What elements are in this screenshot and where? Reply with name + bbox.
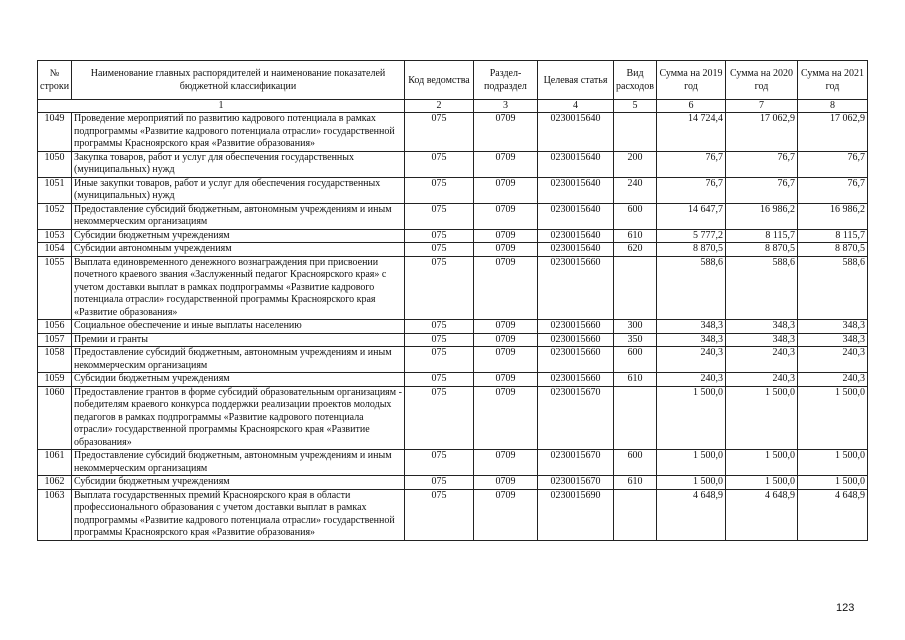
row-name: Предоставление грантов в форме субсидий образовательным организациям - победителям краевого конкурса поддержки реализации проектов молодых педагогов в рамках подпрограммы «Развитие кадрового потенциала отрасли» государственной программы Красноярского края «Развитие образования»: [72, 386, 405, 450]
row-sum-2020: 8 115,7: [726, 229, 798, 243]
header-sum-2021: Сумма на 2021 год: [798, 61, 868, 100]
row-sum-2020: 8 870,5: [726, 243, 798, 257]
row-kind: [614, 113, 657, 152]
header-row: [38, 61, 868, 100]
row-section: 0709: [474, 373, 538, 387]
row-number: 1049: [38, 113, 72, 152]
header-target: Целевая статья: [538, 61, 614, 100]
header-section: Раздел-подраздел: [474, 61, 538, 100]
table-body: [38, 113, 868, 541]
row-sum-2020: 348,3: [726, 320, 798, 334]
row-number: 1056: [38, 320, 72, 334]
row-kind: 200: [614, 151, 657, 177]
row-sum-2019: 8 870,5: [657, 243, 726, 257]
table-row: [38, 256, 868, 320]
row-section: 0709: [474, 347, 538, 373]
row-target: 0230015660: [538, 373, 614, 387]
table-row: [38, 489, 868, 540]
row-sum-2019: 76,7: [657, 177, 726, 203]
row-target: 0230015640: [538, 203, 614, 229]
row-sum-2019: 1 500,0: [657, 386, 726, 450]
row-sum-2019: 14 647,7: [657, 203, 726, 229]
row-sum-2019: 1 500,0: [657, 450, 726, 476]
row-code: 075: [405, 476, 474, 490]
row-sum-2020: 4 648,9: [726, 489, 798, 540]
row-section: 0709: [474, 256, 538, 320]
row-sum-2020: 348,3: [726, 333, 798, 347]
row-code: 075: [405, 229, 474, 243]
row-sum-2021: 76,7: [798, 177, 868, 203]
row-sum-2019: 76,7: [657, 151, 726, 177]
header-sum-2020: Сумма на 2020 год: [726, 61, 798, 100]
column-number: 7: [726, 100, 798, 113]
header-name: Наименование главных распорядителей и наименование показателей бюджетной классификации: [72, 61, 405, 100]
row-section: 0709: [474, 320, 538, 334]
row-name: Иные закупки товаров, работ и услуг для обеспечения государственных (муниципальных) нужд: [72, 177, 405, 203]
table-row: [38, 151, 868, 177]
header-kind: Вид расходов: [614, 61, 657, 100]
row-sum-2021: 240,3: [798, 347, 868, 373]
row-sum-2021: 8 115,7: [798, 229, 868, 243]
row-kind: 240: [614, 177, 657, 203]
row-sum-2021: 348,3: [798, 320, 868, 334]
row-sum-2020: 76,7: [726, 151, 798, 177]
row-code: 075: [405, 177, 474, 203]
column-number: 2: [405, 100, 474, 113]
row-code: 075: [405, 386, 474, 450]
row-target: 0230015670: [538, 450, 614, 476]
row-sum-2019: 4 648,9: [657, 489, 726, 540]
row-target: 0230015660: [538, 256, 614, 320]
row-kind: [614, 386, 657, 450]
row-target: 0230015640: [538, 243, 614, 257]
row-sum-2020: 1 500,0: [726, 476, 798, 490]
row-kind: [614, 256, 657, 320]
row-section: 0709: [474, 113, 538, 152]
row-kind: [614, 489, 657, 540]
row-target: 0230015660: [538, 320, 614, 334]
row-section: 0709: [474, 229, 538, 243]
row-section: 0709: [474, 333, 538, 347]
column-number: 4: [538, 100, 614, 113]
row-code: 075: [405, 151, 474, 177]
row-name: Проведение мероприятий по развитию кадрового потенциала в рамках подпрограммы «Развитие кадрового потенциала отрасли» государственной программы Красноярского края «Развитие образования»: [72, 113, 405, 152]
header-num: № строки: [38, 61, 72, 100]
table-row: [38, 476, 868, 490]
row-code: 075: [405, 347, 474, 373]
row-sum-2020: 16 986,2: [726, 203, 798, 229]
header-code: Код ведомства: [405, 61, 474, 100]
row-section: 0709: [474, 450, 538, 476]
row-sum-2020: 76,7: [726, 177, 798, 203]
table-row: [38, 373, 868, 387]
row-section: 0709: [474, 151, 538, 177]
page-number: 123: [836, 602, 855, 614]
row-number: 1057: [38, 333, 72, 347]
row-target: 0230015670: [538, 386, 614, 450]
row-kind: 610: [614, 373, 657, 387]
row-sum-2021: 4 648,9: [798, 489, 868, 540]
column-number: 5: [614, 100, 657, 113]
table-row: [38, 347, 868, 373]
row-sum-2020: 240,3: [726, 347, 798, 373]
row-target: 0230015660: [538, 333, 614, 347]
row-sum-2021: 588,6: [798, 256, 868, 320]
row-sum-2019: 240,3: [657, 347, 726, 373]
column-number: 1: [38, 100, 405, 113]
row-section: 0709: [474, 489, 538, 540]
row-kind: 620: [614, 243, 657, 257]
row-number: 1063: [38, 489, 72, 540]
row-number: 1061: [38, 450, 72, 476]
row-target: 0230015640: [538, 151, 614, 177]
row-section: 0709: [474, 243, 538, 257]
row-sum-2019: 14 724,4: [657, 113, 726, 152]
row-target: 0230015660: [538, 347, 614, 373]
row-name: Субсидии бюджетным учреждениям: [72, 476, 405, 490]
row-kind: 600: [614, 450, 657, 476]
row-sum-2021: 17 062,9: [798, 113, 868, 152]
table-row: [38, 177, 868, 203]
row-kind: 610: [614, 476, 657, 490]
row-section: 0709: [474, 177, 538, 203]
row-sum-2019: 5 777,2: [657, 229, 726, 243]
row-name: Предоставление субсидий бюджетным, автономным учреждениям и иным некоммерческим организациям: [72, 203, 405, 229]
row-kind: 600: [614, 347, 657, 373]
row-sum-2021: 1 500,0: [798, 450, 868, 476]
row-code: 075: [405, 333, 474, 347]
row-target: 0230015670: [538, 476, 614, 490]
row-code: 075: [405, 113, 474, 152]
row-number: 1051: [38, 177, 72, 203]
row-name: Предоставление субсидий бюджетным, автономным учреждениям и иным некоммерческим организациям: [72, 347, 405, 373]
row-number: 1059: [38, 373, 72, 387]
row-name: Премии и гранты: [72, 333, 405, 347]
table-row: [38, 113, 868, 152]
row-name: Выплата единовременного денежного вознаграждения при присвоении почетного краевого звания «Заслуженный педагог Красноярского края» с учетом доставки выплат в рамках подпрограммы «Развитие кадрового потенциала отрасли» государственной программы Красноярского края «Развитие образования»: [72, 256, 405, 320]
row-kind: 350: [614, 333, 657, 347]
row-code: 075: [405, 256, 474, 320]
row-number: 1058: [38, 347, 72, 373]
row-number: 1052: [38, 203, 72, 229]
row-kind: 610: [614, 229, 657, 243]
row-number: 1060: [38, 386, 72, 450]
budget-table: [37, 60, 868, 541]
row-kind: 300: [614, 320, 657, 334]
row-sum-2021: 1 500,0: [798, 476, 868, 490]
row-sum-2019: 1 500,0: [657, 476, 726, 490]
table-row: [38, 333, 868, 347]
column-number: 8: [798, 100, 868, 113]
row-sum-2020: 588,6: [726, 256, 798, 320]
row-number: 1053: [38, 229, 72, 243]
table-row: [38, 203, 868, 229]
row-number: 1050: [38, 151, 72, 177]
row-code: 075: [405, 489, 474, 540]
row-code: 075: [405, 243, 474, 257]
row-number: 1062: [38, 476, 72, 490]
table-row: [38, 386, 868, 450]
row-code: 075: [405, 203, 474, 229]
row-name: Закупка товаров, работ и услуг для обеспечения государственных (муниципальных) нужд: [72, 151, 405, 177]
row-sum-2019: 240,3: [657, 373, 726, 387]
row-name: Предоставление субсидий бюджетным, автономным учреждениям и иным некоммерческим организациям: [72, 450, 405, 476]
column-number: 6: [657, 100, 726, 113]
row-name: Выплата государственных премий Красноярского края в области профессионального образования с учетом доставки выплат в рамках подпрограммы «Развитие кадрового потенциала отрасли» государственной программы Красноярского края «Развитие образования»: [72, 489, 405, 540]
row-sum-2019: 348,3: [657, 333, 726, 347]
row-sum-2021: 1 500,0: [798, 386, 868, 450]
row-code: 075: [405, 373, 474, 387]
row-target: 0230015690: [538, 489, 614, 540]
row-sum-2019: 348,3: [657, 320, 726, 334]
row-kind: 600: [614, 203, 657, 229]
row-name: Субсидии бюджетным учреждениям: [72, 229, 405, 243]
table-row: [38, 243, 868, 257]
row-sum-2019: 588,6: [657, 256, 726, 320]
row-code: 075: [405, 450, 474, 476]
row-code: 075: [405, 320, 474, 334]
header-sum-2019: Сумма на 2019 год: [657, 61, 726, 100]
row-sum-2020: 1 500,0: [726, 450, 798, 476]
row-section: 0709: [474, 203, 538, 229]
row-name: Субсидии автономным учреждениям: [72, 243, 405, 257]
row-target: 0230015640: [538, 177, 614, 203]
row-sum-2021: 240,3: [798, 373, 868, 387]
row-sum-2021: 348,3: [798, 333, 868, 347]
row-target: 0230015640: [538, 113, 614, 152]
column-number-row: [38, 100, 868, 113]
row-name: Социальное обеспечение и иные выплаты населению: [72, 320, 405, 334]
row-target: 0230015640: [538, 229, 614, 243]
row-name: Субсидии бюджетным учреждениям: [72, 373, 405, 387]
row-sum-2021: 16 986,2: [798, 203, 868, 229]
row-sum-2020: 17 062,9: [726, 113, 798, 152]
row-sum-2021: 8 870,5: [798, 243, 868, 257]
table-row: [38, 229, 868, 243]
table-row: [38, 320, 868, 334]
row-number: 1054: [38, 243, 72, 257]
row-section: 0709: [474, 386, 538, 450]
row-number: 1055: [38, 256, 72, 320]
row-sum-2021: 76,7: [798, 151, 868, 177]
row-section: 0709: [474, 476, 538, 490]
table-row: [38, 450, 868, 476]
row-sum-2020: 1 500,0: [726, 386, 798, 450]
row-sum-2020: 240,3: [726, 373, 798, 387]
column-number: 3: [474, 100, 538, 113]
